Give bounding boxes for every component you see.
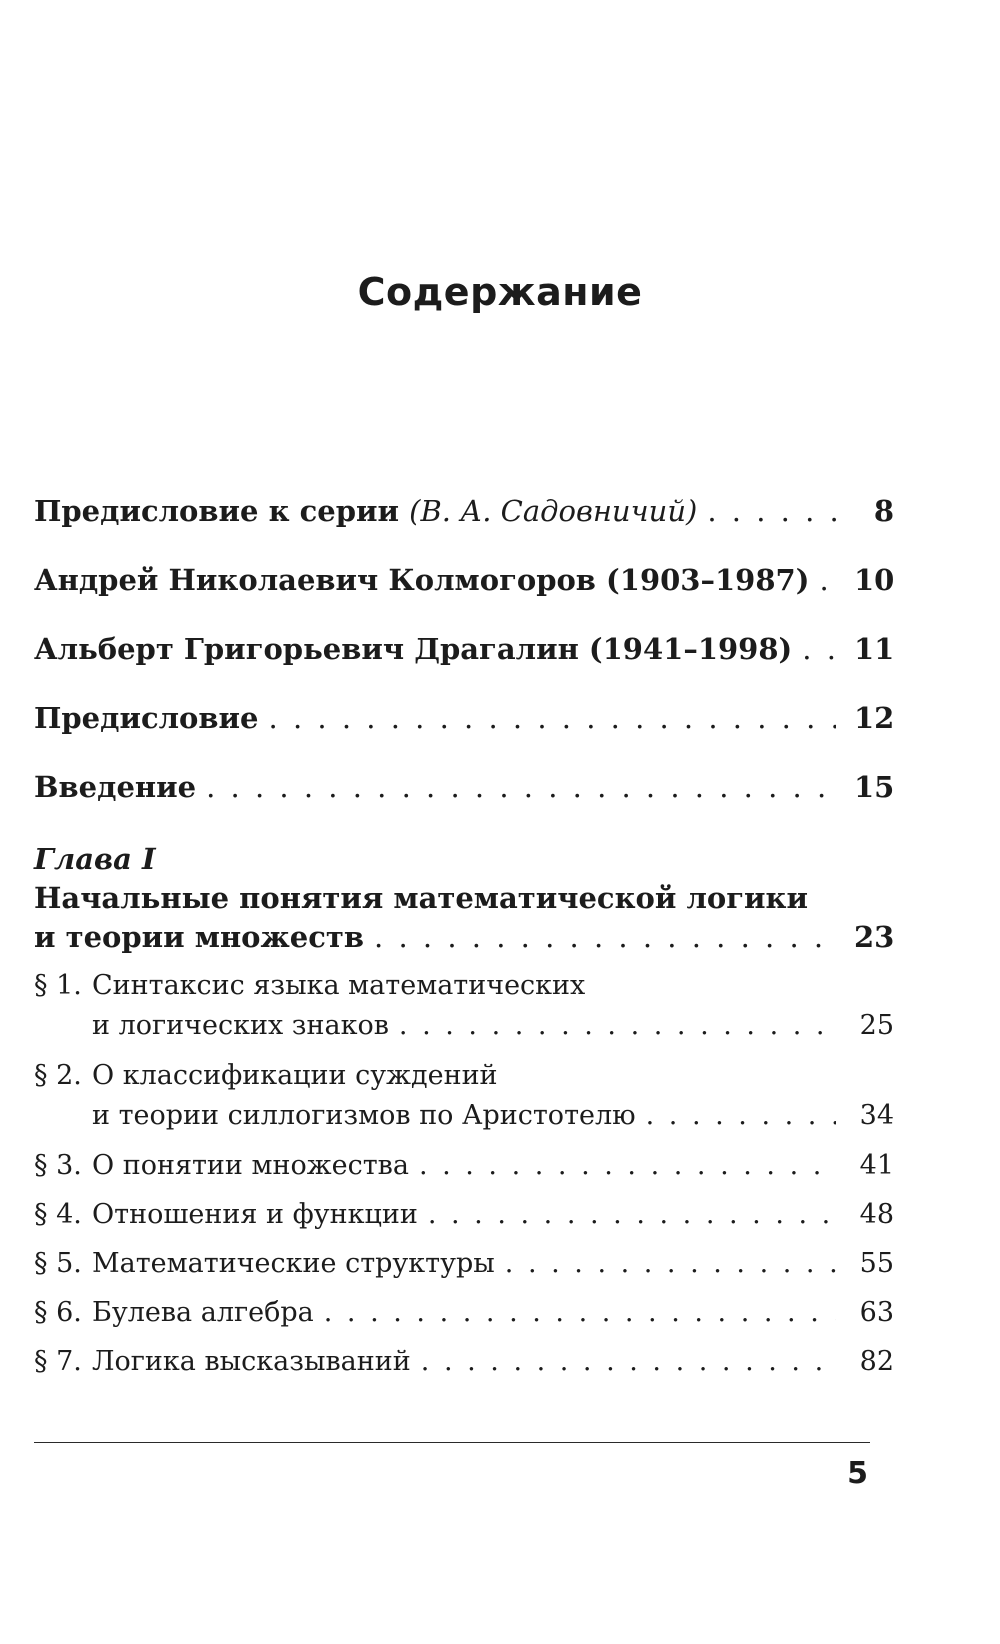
toc-entry-section-7[interactable] — [34, 1346, 894, 1377]
toc-entry-page: 25 — [859, 1010, 894, 1041]
toc-entry-title: Альберт Григорьевич Драгалин (1941–1998) — [34, 632, 793, 666]
dot-leader — [707, 494, 836, 528]
chapter-label: Глава I — [34, 842, 156, 876]
toc-entry-title — [34, 1199, 418, 1230]
dot-leader — [421, 1346, 836, 1377]
section-number: § 6. — [34, 1297, 82, 1328]
toc-entry-page: 34 — [859, 1100, 894, 1131]
toc-entry-page: 82 — [859, 1346, 894, 1377]
section-number: § 4. — [34, 1199, 82, 1230]
toc-entry-page: 63 — [859, 1297, 894, 1328]
section-2-heading[interactable] — [34, 1060, 498, 1091]
section-title-continued: и теории силлогизмов по Аристотелю — [92, 1100, 636, 1131]
toc-entry-preface[interactable] — [34, 701, 894, 735]
toc-entry-page: 10 — [854, 563, 894, 597]
toc-entry-section-3[interactable] — [34, 1150, 894, 1181]
section-number: § 2. — [34, 1060, 82, 1091]
toc-entry-title: Введение — [34, 770, 197, 804]
toc-entry-section-5[interactable] — [34, 1248, 894, 1279]
dot-leader — [802, 632, 836, 666]
toc-entry-page: 12 — [854, 701, 894, 735]
dot-leader — [269, 701, 836, 735]
toc-entry-title — [34, 1150, 409, 1181]
section-number: § 1. — [34, 970, 82, 1001]
toc-entry-title — [34, 1297, 314, 1328]
section-title: О классификации суждений — [92, 1060, 498, 1091]
toc-entry-dragalin[interactable] — [34, 632, 894, 666]
dot-leader — [505, 1248, 836, 1279]
toc-entry-page: 41 — [859, 1150, 894, 1181]
toc-entry-section-1[interactable] — [92, 1010, 894, 1041]
dot-leader — [399, 1010, 836, 1041]
section-1-heading[interactable] — [34, 970, 585, 1001]
toc-entry-page: 8 — [873, 494, 894, 528]
toc-entry-title — [34, 1346, 411, 1377]
toc-entry-page: 23 — [854, 920, 894, 954]
section-title: Отношения и функции — [92, 1199, 418, 1230]
toc-entry-title — [34, 1248, 495, 1279]
toc-entry-page: 48 — [859, 1199, 894, 1230]
toc-entry-title: Предисловие — [34, 701, 259, 735]
section-number: § 5. — [34, 1248, 82, 1279]
toc-entry-kolmogorov[interactable] — [34, 563, 894, 597]
page-number: 5 — [847, 1456, 868, 1491]
toc-entry-introduction[interactable] — [34, 770, 894, 804]
section-number: § 7. — [34, 1346, 82, 1377]
dot-leader — [428, 1199, 836, 1230]
section-title: О понятии множества — [92, 1150, 409, 1181]
section-number: § 3. — [34, 1150, 82, 1181]
chapter-title[interactable]: Начальные понятия математической логики — [34, 881, 809, 915]
dot-leader — [419, 1150, 836, 1181]
section-title: Математические структуры — [92, 1248, 495, 1279]
dot-leader — [646, 1100, 836, 1131]
page-title: Содержание — [357, 270, 643, 314]
toc-entry-section-2[interactable] — [92, 1100, 894, 1131]
chapter-title-continued: и теории множеств — [34, 920, 365, 954]
toc-entry-author: (В. А. Садовничий) — [409, 494, 698, 528]
dot-leader — [324, 1297, 836, 1328]
toc-entry-section-6[interactable] — [34, 1297, 894, 1328]
section-title: Булева алгебра — [92, 1297, 314, 1328]
dot-leader — [819, 563, 836, 597]
dot-leader — [374, 920, 836, 954]
toc-entry-page: 11 — [854, 632, 894, 666]
toc-entry-chapter-1[interactable] — [34, 920, 894, 954]
section-title: Синтаксис языка математических — [92, 970, 586, 1001]
toc-entry-title: Андрей Николаевич Колмогоров (1903–1987) — [34, 563, 810, 597]
footer-divider — [34, 1442, 870, 1443]
toc-entry-page: 15 — [854, 770, 894, 804]
section-title-continued: и логических знаков — [92, 1010, 389, 1041]
toc-entry-page: 55 — [859, 1248, 894, 1279]
section-title: Логика высказываний — [92, 1346, 411, 1377]
dot-leader — [206, 770, 836, 804]
toc-entry-section-4[interactable] — [34, 1199, 894, 1230]
toc-entry-title: Предисловие к серии (В. А. Садовничий) — [34, 494, 698, 528]
toc-entry-series-preface[interactable] — [34, 494, 894, 528]
